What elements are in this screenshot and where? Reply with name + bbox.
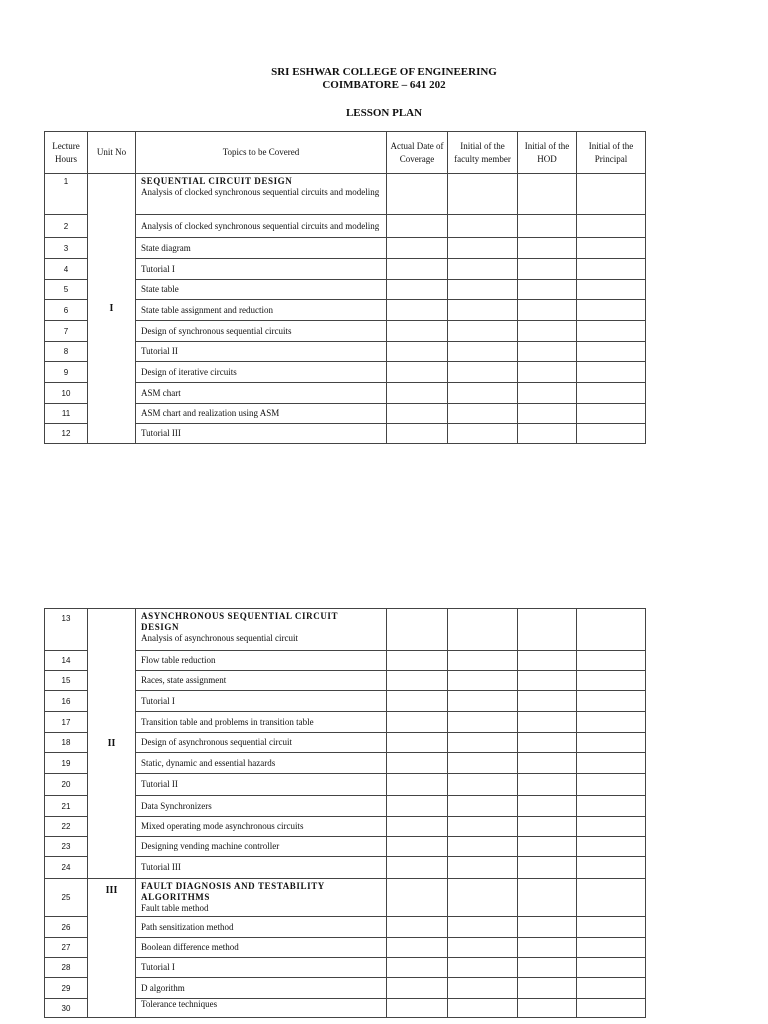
hod-cell[interactable] (518, 938, 577, 958)
lecture-hour: 25 (45, 879, 88, 917)
topic-text: Tutorial II (136, 342, 387, 362)
principal-cell[interactable] (577, 691, 646, 712)
table-row (45, 999, 646, 1018)
table-row (45, 691, 646, 712)
college-name: SRI ESHWAR COLLEGE OF ENGINEERING (271, 66, 497, 78)
topic-text: Analysis of asynchronous sequential circuit (141, 633, 298, 643)
date-cell[interactable] (387, 712, 448, 733)
topic-text: Tutorial II (136, 774, 387, 796)
table-row (45, 774, 646, 796)
unit-number: III (88, 879, 136, 1018)
table-row (45, 796, 646, 817)
topic-text: Tolerance techniques (136, 999, 387, 1018)
faculty-cell[interactable] (448, 671, 518, 691)
hod-cell[interactable] (518, 837, 577, 857)
lecture-hour: 18 (45, 733, 88, 753)
hod-cell[interactable] (518, 280, 577, 300)
topic-cell (136, 609, 387, 651)
lecture-hour: 10 (45, 383, 88, 404)
faculty-cell[interactable] (448, 691, 518, 712)
section-heading: ASYNCHRONOUS SEQUENTIAL CIRCUIT DESIGN (141, 611, 338, 632)
topic-text: ASM chart and realization using ASM (136, 404, 387, 424)
date-cell[interactable] (387, 174, 448, 215)
faculty-cell[interactable] (448, 817, 518, 837)
hod-cell[interactable] (518, 796, 577, 817)
principal-cell[interactable] (577, 609, 646, 651)
date-cell[interactable] (387, 978, 448, 999)
faculty-cell[interactable] (448, 342, 518, 362)
hod-cell[interactable] (518, 651, 577, 671)
faculty-cell[interactable] (448, 978, 518, 999)
topic-text: State diagram (136, 238, 387, 259)
principal-cell[interactable] (577, 383, 646, 404)
faculty-cell[interactable] (448, 404, 518, 424)
topic-text: Tutorial I (136, 958, 387, 978)
principal-cell[interactable] (577, 999, 646, 1018)
table-row (45, 938, 646, 958)
col-lecture-hours: Lecture Hours (45, 132, 88, 174)
topic-text: Races, state assignment (136, 671, 387, 691)
topic-text: Boolean difference method (136, 938, 387, 958)
lecture-hour: 24 (45, 857, 88, 879)
topic-text: Flow table reduction (136, 651, 387, 671)
principal-cell[interactable] (577, 857, 646, 879)
date-cell[interactable] (387, 259, 448, 280)
topic-text: Analysis of clocked synchronous sequential circuits and modeling (136, 215, 387, 238)
date-cell[interactable] (387, 857, 448, 879)
hod-cell[interactable] (518, 404, 577, 424)
date-cell[interactable] (387, 958, 448, 978)
lecture-hour: 4 (45, 259, 88, 280)
date-cell[interactable] (387, 651, 448, 671)
hod-cell[interactable] (518, 999, 577, 1018)
topic-text: Path sensitization method (136, 917, 387, 938)
topic-text: Design of synchronous sequential circuits (136, 321, 387, 342)
hod-cell[interactable] (518, 383, 577, 404)
hod-cell[interactable] (518, 917, 577, 938)
col-topics: Topics to be Covered (136, 132, 387, 174)
lecture-hour: 16 (45, 691, 88, 712)
hod-cell[interactable] (518, 321, 577, 342)
principal-cell[interactable] (577, 174, 646, 215)
date-cell[interactable] (387, 837, 448, 857)
lecture-hour: 8 (45, 342, 88, 362)
date-cell[interactable] (387, 383, 448, 404)
date-cell[interactable] (387, 671, 448, 691)
principal-cell[interactable] (577, 362, 646, 383)
hod-cell[interactable] (518, 857, 577, 879)
page-title: LESSON PLAN (345, 107, 423, 119)
principal-cell[interactable] (577, 917, 646, 938)
topic-text: Analysis of clocked synchronous sequential circuits and modeling (141, 187, 380, 197)
hod-cell[interactable] (518, 215, 577, 238)
lecture-hour: 23 (45, 837, 88, 857)
college-address: COIMBATORE – 641 202 (322, 79, 446, 91)
date-cell[interactable] (387, 609, 448, 651)
lecture-hour: 29 (45, 978, 88, 999)
hod-cell[interactable] (518, 712, 577, 733)
table-row (45, 238, 646, 259)
principal-cell[interactable] (577, 733, 646, 753)
date-cell[interactable] (387, 774, 448, 796)
lecture-hour: 30 (45, 999, 88, 1018)
lecture-hour: 6 (45, 300, 88, 321)
topic-text: Tutorial III (136, 857, 387, 879)
faculty-cell[interactable] (448, 879, 518, 917)
table-row (45, 342, 646, 362)
hod-cell[interactable] (518, 753, 577, 774)
table-row (45, 712, 646, 733)
topic-text: State table assignment and reduction (136, 300, 387, 321)
unit-number: I (88, 174, 136, 444)
faculty-cell[interactable] (448, 712, 518, 733)
table-row (45, 383, 646, 404)
date-cell[interactable] (387, 733, 448, 753)
hod-cell[interactable] (518, 733, 577, 753)
principal-cell[interactable] (577, 321, 646, 342)
date-cell[interactable] (387, 691, 448, 712)
topic-text: D algorithm (136, 978, 387, 999)
date-cell[interactable] (387, 817, 448, 837)
principal-cell[interactable] (577, 753, 646, 774)
table-row (45, 215, 646, 238)
topic-text: Transition table and problems in transition table (136, 712, 387, 733)
table-row (45, 817, 646, 837)
date-cell[interactable] (387, 342, 448, 362)
principal-cell[interactable] (577, 280, 646, 300)
lecture-hour: 12 (45, 424, 88, 444)
hod-cell[interactable] (518, 671, 577, 691)
table-row (45, 651, 646, 671)
lecture-hour: 2 (45, 215, 88, 238)
faculty-cell[interactable] (448, 753, 518, 774)
section-heading: SEQUENTIAL CIRCUIT DESIGN (141, 176, 293, 186)
faculty-cell[interactable] (448, 383, 518, 404)
lecture-hour: 22 (45, 817, 88, 837)
table-row (45, 837, 646, 857)
principal-cell[interactable] (577, 796, 646, 817)
principal-cell[interactable] (577, 712, 646, 733)
topic-text: Fault table method (141, 903, 209, 913)
table-row (45, 424, 646, 444)
date-cell[interactable] (387, 879, 448, 917)
hod-cell[interactable] (518, 174, 577, 215)
principal-cell[interactable] (577, 837, 646, 857)
faculty-cell[interactable] (448, 857, 518, 879)
hod-cell[interactable] (518, 300, 577, 321)
table-row (45, 280, 646, 300)
lecture-hour: 13 (45, 609, 88, 651)
faculty-cell[interactable] (448, 958, 518, 978)
table-row (45, 879, 646, 917)
principal-cell[interactable] (577, 342, 646, 362)
table-row (45, 321, 646, 342)
faculty-cell[interactable] (448, 321, 518, 342)
header-row (45, 132, 646, 174)
topic-cell (136, 174, 387, 215)
date-cell[interactable] (387, 796, 448, 817)
hod-cell[interactable] (518, 362, 577, 383)
date-cell[interactable] (387, 300, 448, 321)
hod-cell[interactable] (518, 879, 577, 917)
table-row (45, 958, 646, 978)
principal-cell[interactable] (577, 671, 646, 691)
faculty-cell[interactable] (448, 174, 518, 215)
faculty-cell[interactable] (448, 999, 518, 1018)
topic-text: Tutorial I (136, 691, 387, 712)
date-cell[interactable] (387, 999, 448, 1018)
date-cell[interactable] (387, 424, 448, 444)
principal-cell[interactable] (577, 424, 646, 444)
lecture-hour: 1 (45, 174, 88, 215)
col-principal-initial: Initial of the Principal (577, 132, 646, 174)
topic-text: Data Synchronizers (136, 796, 387, 817)
table-row (45, 404, 646, 424)
topic-text: Static, dynamic and essential hazards (136, 753, 387, 774)
principal-cell[interactable] (577, 978, 646, 999)
hod-cell[interactable] (518, 259, 577, 280)
hod-cell[interactable] (518, 238, 577, 259)
lecture-hour: 21 (45, 796, 88, 817)
principal-cell[interactable] (577, 879, 646, 917)
lecture-hour: 20 (45, 774, 88, 796)
faculty-cell[interactable] (448, 733, 518, 753)
lecture-hour: 9 (45, 362, 88, 383)
lecture-hour: 17 (45, 712, 88, 733)
table-row (45, 857, 646, 879)
principal-cell[interactable] (577, 215, 646, 238)
hod-cell[interactable] (518, 342, 577, 362)
table-row (45, 978, 646, 999)
table-row (45, 917, 646, 938)
faculty-cell[interactable] (448, 300, 518, 321)
faculty-cell[interactable] (448, 362, 518, 383)
hod-cell[interactable] (518, 609, 577, 651)
lecture-hour: 26 (45, 917, 88, 938)
faculty-cell[interactable] (448, 609, 518, 651)
faculty-cell[interactable] (448, 424, 518, 444)
date-cell[interactable] (387, 238, 448, 259)
date-cell[interactable] (387, 321, 448, 342)
date-cell[interactable] (387, 753, 448, 774)
hod-cell[interactable] (518, 691, 577, 712)
faculty-cell[interactable] (448, 774, 518, 796)
lecture-hour: 3 (45, 238, 88, 259)
faculty-cell[interactable] (448, 938, 518, 958)
date-cell[interactable] (387, 917, 448, 938)
table-row (45, 733, 646, 753)
lecture-hour: 5 (45, 280, 88, 300)
principal-cell[interactable] (577, 404, 646, 424)
section-heading: FAULT DIAGNOSIS AND TESTABILITY ALGORITHMS (141, 881, 325, 902)
principal-cell[interactable] (577, 651, 646, 671)
date-cell[interactable] (387, 404, 448, 424)
faculty-cell[interactable] (448, 837, 518, 857)
table-row (45, 753, 646, 774)
col-faculty-initial: Initial of the faculty member (448, 132, 518, 174)
col-unit-no: Unit No (88, 132, 136, 174)
lecture-hour: 7 (45, 321, 88, 342)
lecture-hour: 28 (45, 958, 88, 978)
date-cell[interactable] (387, 280, 448, 300)
lesson-plan-table-2 (44, 608, 646, 1018)
topic-text: Tutorial I (136, 259, 387, 280)
principal-cell[interactable] (577, 774, 646, 796)
lecture-hour: 11 (45, 404, 88, 424)
principal-cell[interactable] (577, 938, 646, 958)
topic-text: Design of asynchronous sequential circuit (136, 733, 387, 753)
lecture-hour: 19 (45, 753, 88, 774)
hod-cell[interactable] (518, 774, 577, 796)
hod-cell[interactable] (518, 978, 577, 999)
table-row (45, 362, 646, 383)
faculty-cell[interactable] (448, 796, 518, 817)
faculty-cell[interactable] (448, 238, 518, 259)
topic-text: Design of iterative circuits (136, 362, 387, 383)
principal-cell[interactable] (577, 259, 646, 280)
faculty-cell[interactable] (448, 651, 518, 671)
faculty-cell[interactable] (448, 917, 518, 938)
hod-cell[interactable] (518, 424, 577, 444)
table-row (45, 174, 646, 215)
faculty-cell[interactable] (448, 215, 518, 238)
faculty-cell[interactable] (448, 280, 518, 300)
date-cell[interactable] (387, 362, 448, 383)
principal-cell[interactable] (577, 958, 646, 978)
principal-cell[interactable] (577, 300, 646, 321)
topic-text: Tutorial III (136, 424, 387, 444)
unit-number: II (88, 609, 136, 879)
table-row (45, 609, 646, 651)
date-cell[interactable] (387, 215, 448, 238)
principal-cell[interactable] (577, 238, 646, 259)
hod-cell[interactable] (518, 817, 577, 837)
lesson-plan-table-1 (44, 131, 646, 444)
lecture-hour: 14 (45, 651, 88, 671)
table-row (45, 259, 646, 280)
principal-cell[interactable] (577, 817, 646, 837)
faculty-cell[interactable] (448, 259, 518, 280)
topic-text: Mixed operating mode asynchronous circuits (136, 817, 387, 837)
table-row (45, 671, 646, 691)
col-actual-date: Actual Date of Coverage (387, 132, 448, 174)
hod-cell[interactable] (518, 958, 577, 978)
date-cell[interactable] (387, 938, 448, 958)
topic-text: State table (136, 280, 387, 300)
col-hod-initial: Initial of the HOD (518, 132, 577, 174)
lecture-hour: 15 (45, 671, 88, 691)
topic-text: ASM chart (136, 383, 387, 404)
table-row (45, 300, 646, 321)
topic-text: Designing vending machine controller (136, 837, 387, 857)
lecture-hour: 27 (45, 938, 88, 958)
topic-cell (136, 879, 387, 917)
